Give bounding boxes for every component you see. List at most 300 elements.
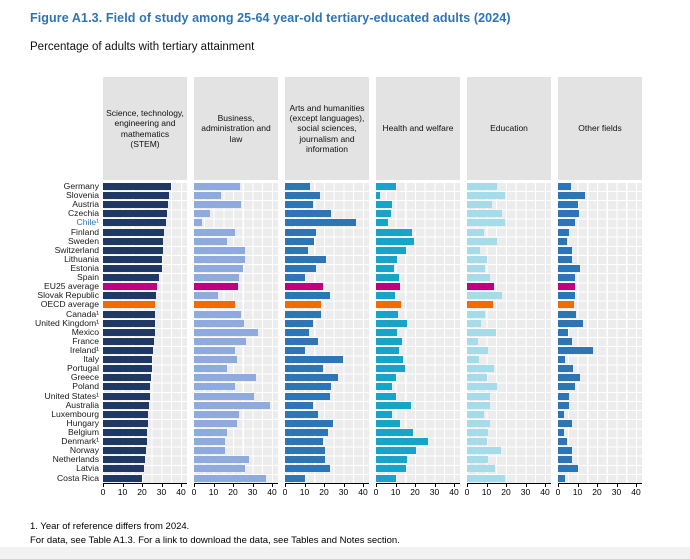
bar-row — [558, 300, 642, 309]
bar — [285, 292, 330, 299]
bar-row — [467, 264, 551, 273]
bar — [194, 475, 266, 482]
figure-title: Figure A1.3. Field of study among 25-64 year-old tertiary-educated adults (2024) — [30, 11, 511, 25]
bar-row — [376, 228, 460, 237]
country-label: Poland — [72, 381, 99, 392]
bar-row — [285, 255, 369, 264]
bar-row — [103, 410, 187, 419]
bar-row — [467, 364, 551, 373]
bar — [558, 183, 571, 190]
bar-row — [467, 319, 551, 328]
country-label: United States¹ — [44, 390, 99, 401]
bar-row — [194, 200, 278, 209]
bar-row — [285, 392, 369, 401]
bar-row — [285, 437, 369, 446]
bar-row — [558, 209, 642, 218]
country-label: Italy — [83, 354, 99, 365]
bar-row — [467, 401, 551, 410]
bar — [285, 393, 330, 400]
bar — [376, 247, 406, 254]
bar-row — [376, 392, 460, 401]
bar — [103, 456, 145, 463]
bar-row — [467, 191, 551, 200]
bar-row — [376, 282, 460, 291]
bar — [467, 320, 481, 327]
bar — [467, 210, 502, 217]
bar-row — [376, 182, 460, 191]
bar-row — [558, 446, 642, 455]
bar — [285, 183, 310, 190]
bar-row — [103, 191, 187, 200]
chart-panel — [373, 77, 460, 499]
bar — [376, 229, 412, 236]
bar-row — [285, 264, 369, 273]
bar — [103, 383, 150, 390]
axis-tick-label: 30 — [611, 487, 622, 497]
bar-row — [467, 346, 551, 355]
axis-tick-label: 20 — [137, 487, 147, 497]
bar — [103, 447, 146, 454]
bar — [376, 210, 391, 217]
bar-row — [285, 428, 369, 437]
bar — [376, 402, 411, 409]
bar-row — [103, 373, 187, 382]
bar — [376, 201, 392, 208]
country-label: Austria — [72, 199, 99, 210]
bar — [194, 447, 225, 454]
bar — [558, 292, 575, 299]
bar — [194, 347, 235, 354]
bar — [194, 210, 210, 217]
panel-plot-area — [376, 182, 460, 483]
bar-row — [467, 255, 551, 264]
bar-row — [467, 428, 551, 437]
bar — [558, 247, 572, 254]
country-label: Portugal — [66, 363, 99, 374]
bar — [285, 420, 333, 427]
bar — [103, 192, 169, 199]
bar — [194, 183, 240, 190]
bar-row — [285, 364, 369, 373]
bar — [285, 247, 308, 254]
bar-row — [558, 191, 642, 200]
bar-row — [194, 273, 278, 282]
bar-row — [467, 419, 551, 428]
bar — [376, 329, 397, 336]
bar-row — [558, 246, 642, 255]
axis-tick-label: 10 — [117, 487, 128, 497]
bar-row — [285, 464, 369, 473]
bar — [558, 210, 579, 217]
bar — [467, 420, 490, 427]
bar — [467, 383, 497, 390]
bar-row — [194, 282, 278, 291]
bar — [103, 356, 152, 363]
bar — [103, 429, 147, 436]
bar-row — [376, 328, 460, 337]
country-label: Lithuania — [64, 253, 99, 264]
bar — [558, 365, 573, 372]
bar-row — [376, 437, 460, 446]
bar-row — [467, 273, 551, 282]
bar — [376, 311, 398, 318]
bar — [558, 374, 580, 381]
bar — [467, 374, 487, 381]
bar — [467, 238, 497, 245]
bar-row — [285, 209, 369, 218]
panel-header: Education — [467, 77, 551, 180]
bar-row — [558, 328, 642, 337]
bar — [376, 420, 400, 427]
bar — [285, 320, 313, 327]
bar — [376, 456, 407, 463]
bar — [467, 301, 493, 308]
bar-row — [285, 410, 369, 419]
bar — [467, 356, 479, 363]
bar — [558, 438, 567, 445]
bar — [376, 265, 394, 272]
bar-row — [376, 300, 460, 309]
bar — [103, 283, 157, 290]
bar — [558, 393, 569, 400]
bar — [285, 356, 343, 363]
bar-row — [285, 346, 369, 355]
bar-row — [285, 182, 369, 191]
bar-row — [285, 191, 369, 200]
bar — [467, 274, 490, 281]
bar — [194, 356, 237, 363]
bar — [376, 429, 413, 436]
footnote-2: For data, see Table A1.3. For a link to download the data, see Tables and Notes section. — [30, 535, 400, 547]
bar — [467, 247, 480, 254]
bar — [376, 283, 400, 290]
axis-tick-label: 30 — [338, 487, 349, 497]
bar — [376, 347, 399, 354]
country-label: Denmark¹ — [61, 436, 99, 447]
bar — [285, 311, 321, 318]
bar — [558, 356, 565, 363]
bar-row — [103, 364, 187, 373]
bar-row — [194, 373, 278, 382]
bar-row — [103, 200, 187, 209]
panel-header: Other fields — [558, 77, 642, 180]
bar — [285, 265, 316, 272]
bar — [194, 283, 238, 290]
axis-tick-label: 40 — [176, 487, 186, 497]
bar — [194, 374, 256, 381]
bar-row — [285, 419, 369, 428]
bar — [103, 201, 168, 208]
bar-row — [285, 355, 369, 364]
panel-plot-area — [467, 182, 551, 483]
bar-row — [558, 419, 642, 428]
bar — [194, 301, 235, 308]
country-label: Luxembourg — [51, 408, 99, 419]
bar — [103, 338, 154, 345]
bar — [103, 393, 150, 400]
bar-row — [103, 182, 187, 191]
bar — [103, 265, 162, 272]
axis-tick-label: 0 — [282, 487, 288, 497]
bar-row — [558, 200, 642, 209]
bar-row — [194, 355, 278, 364]
bar-row — [194, 337, 278, 346]
bar — [103, 311, 155, 318]
figure-subtitle: Percentage of adults with tertiary attainment — [30, 41, 255, 53]
bar-row — [194, 264, 278, 273]
bar — [285, 210, 331, 217]
bar — [558, 192, 585, 199]
bar — [376, 465, 406, 472]
bar-row — [467, 218, 551, 227]
bar-row — [376, 246, 460, 255]
bar-row — [558, 382, 642, 391]
country-label: Spain — [77, 272, 99, 283]
axis-tick-label: 40 — [358, 487, 368, 497]
bar-row — [194, 464, 278, 473]
axis-tick-label: 40 — [540, 487, 550, 497]
bar-row — [376, 218, 460, 227]
bar — [194, 311, 241, 318]
country-label: Slovenia — [66, 190, 99, 201]
bar-row — [103, 319, 187, 328]
bar — [103, 210, 167, 217]
bar — [194, 411, 239, 418]
bar-row — [194, 209, 278, 218]
country-label: Mexico — [71, 326, 99, 337]
bar-row — [285, 401, 369, 410]
bar-row — [103, 291, 187, 300]
bar-row — [103, 273, 187, 282]
bar — [285, 456, 325, 463]
bar-row — [103, 455, 187, 464]
bar-row — [467, 410, 551, 419]
bar-row — [558, 373, 642, 382]
bar-row — [194, 446, 278, 455]
bar — [467, 465, 495, 472]
bar — [558, 256, 572, 263]
axis-tick-label: 20 — [228, 487, 238, 497]
bar-row — [103, 228, 187, 237]
axis-tick-label: 40 — [631, 487, 641, 497]
bar — [285, 274, 305, 281]
bar-row — [285, 455, 369, 464]
bar — [467, 347, 488, 354]
bar-row — [467, 237, 551, 246]
country-label: Czechia — [67, 208, 99, 219]
bar — [285, 475, 305, 482]
bar — [558, 283, 575, 290]
chart-panel — [100, 77, 187, 499]
bar-row — [194, 437, 278, 446]
bar-row — [558, 228, 642, 237]
panel-header: Health and welfare — [376, 77, 460, 180]
bar-row — [558, 337, 642, 346]
bar — [376, 356, 403, 363]
bar — [558, 320, 583, 327]
bar-row — [467, 228, 551, 237]
country-label: Estonia — [70, 262, 99, 273]
panel-plot-area — [558, 182, 642, 483]
bar-row — [558, 401, 642, 410]
bar — [558, 347, 593, 354]
bar — [376, 338, 402, 345]
bar-row — [376, 337, 460, 346]
bar — [467, 183, 497, 190]
bar-row — [376, 310, 460, 319]
bar-row — [194, 300, 278, 309]
bar-row — [103, 237, 187, 246]
bar — [467, 292, 502, 299]
bar-row — [103, 464, 187, 473]
bar-row — [194, 319, 278, 328]
bar-row — [467, 200, 551, 209]
axis-tick-label: 0 — [555, 487, 561, 497]
bar — [558, 429, 564, 436]
bar-row — [194, 401, 278, 410]
bar — [376, 447, 416, 454]
bar — [376, 393, 396, 400]
bar — [558, 411, 564, 418]
labels-spacer — [1, 77, 99, 182]
bar — [194, 238, 227, 245]
axis-tick-label: 20 — [501, 487, 511, 497]
bar-row — [558, 255, 642, 264]
bar-row — [285, 373, 369, 382]
bar — [194, 438, 225, 445]
bar-row — [558, 364, 642, 373]
bar-row — [376, 419, 460, 428]
bar-row — [103, 282, 187, 291]
x-axis — [191, 483, 278, 499]
bar — [376, 256, 397, 263]
bar — [103, 365, 152, 372]
bar-row — [376, 200, 460, 209]
bar — [376, 374, 396, 381]
bar-row — [558, 346, 642, 355]
bar-row — [376, 455, 460, 464]
bar-row — [376, 364, 460, 373]
bar — [558, 229, 569, 236]
chart-panel — [191, 77, 278, 499]
bar — [103, 256, 162, 263]
bar-row — [467, 455, 551, 464]
x-axis — [555, 483, 642, 499]
bar-row — [194, 191, 278, 200]
bar — [467, 201, 492, 208]
bar — [103, 247, 163, 254]
country-label: Chile¹ — [76, 217, 99, 228]
chart-panel — [555, 77, 642, 499]
axis-tick-label: 10 — [390, 487, 401, 497]
bar — [376, 365, 405, 372]
bar — [285, 429, 328, 436]
bar-row — [558, 182, 642, 191]
bar — [376, 438, 428, 445]
bar — [558, 238, 567, 245]
bar — [467, 365, 494, 372]
x-axis — [100, 483, 187, 499]
axis-tick-label: 30 — [156, 487, 167, 497]
bar — [103, 238, 163, 245]
bar-row — [558, 282, 642, 291]
chart-panel — [464, 77, 551, 499]
bar — [467, 219, 505, 226]
axis-tick-label: 40 — [449, 487, 459, 497]
bar — [285, 229, 316, 236]
bar-row — [103, 255, 187, 264]
bar — [194, 338, 246, 345]
panel-header: Business, administration and law — [194, 77, 278, 180]
bar-row — [467, 328, 551, 337]
bar — [558, 265, 580, 272]
bar — [194, 402, 270, 409]
bar — [376, 292, 395, 299]
bar — [467, 402, 490, 409]
bar-row — [194, 237, 278, 246]
bar-row — [376, 401, 460, 410]
bar — [467, 256, 487, 263]
country-label: OECD average — [40, 299, 99, 310]
axis-tick-label: 0 — [191, 487, 197, 497]
bar-row — [285, 237, 369, 246]
bar-row — [285, 446, 369, 455]
bar-row — [103, 419, 187, 428]
x-axis — [373, 483, 460, 499]
country-label: Sweden — [67, 235, 99, 246]
bar — [558, 475, 565, 482]
bar — [194, 274, 239, 281]
bar-row — [558, 218, 642, 227]
bar — [103, 438, 147, 445]
bar-row — [194, 346, 278, 355]
bar — [285, 338, 318, 345]
bar-row — [103, 264, 187, 273]
bar-row — [467, 437, 551, 446]
bar-row — [558, 310, 642, 319]
country-label: United Kingdom¹ — [34, 317, 99, 328]
bar — [103, 329, 155, 336]
bar-row — [558, 264, 642, 273]
bar-row — [376, 191, 460, 200]
country-label: Greece — [70, 372, 99, 383]
country-label: Switzerland — [54, 244, 99, 255]
bar-row — [194, 455, 278, 464]
bar-row — [376, 209, 460, 218]
bar — [376, 411, 392, 418]
bar — [558, 420, 572, 427]
bar-row — [194, 228, 278, 237]
bar — [194, 247, 245, 254]
bar — [376, 320, 407, 327]
bar-row — [376, 237, 460, 246]
axis-tick-label: 30 — [520, 487, 531, 497]
bar-row — [558, 464, 642, 473]
bar-row — [285, 200, 369, 209]
bar — [285, 447, 325, 454]
bar-row — [376, 273, 460, 282]
bar — [103, 274, 159, 281]
bar — [467, 283, 494, 290]
bar-row — [558, 474, 642, 483]
panel-plot-area — [103, 182, 187, 483]
bar — [285, 301, 321, 308]
bar-row — [103, 474, 187, 483]
bar — [467, 456, 488, 463]
bar — [103, 475, 142, 482]
bar — [376, 183, 396, 190]
bar — [558, 447, 572, 454]
